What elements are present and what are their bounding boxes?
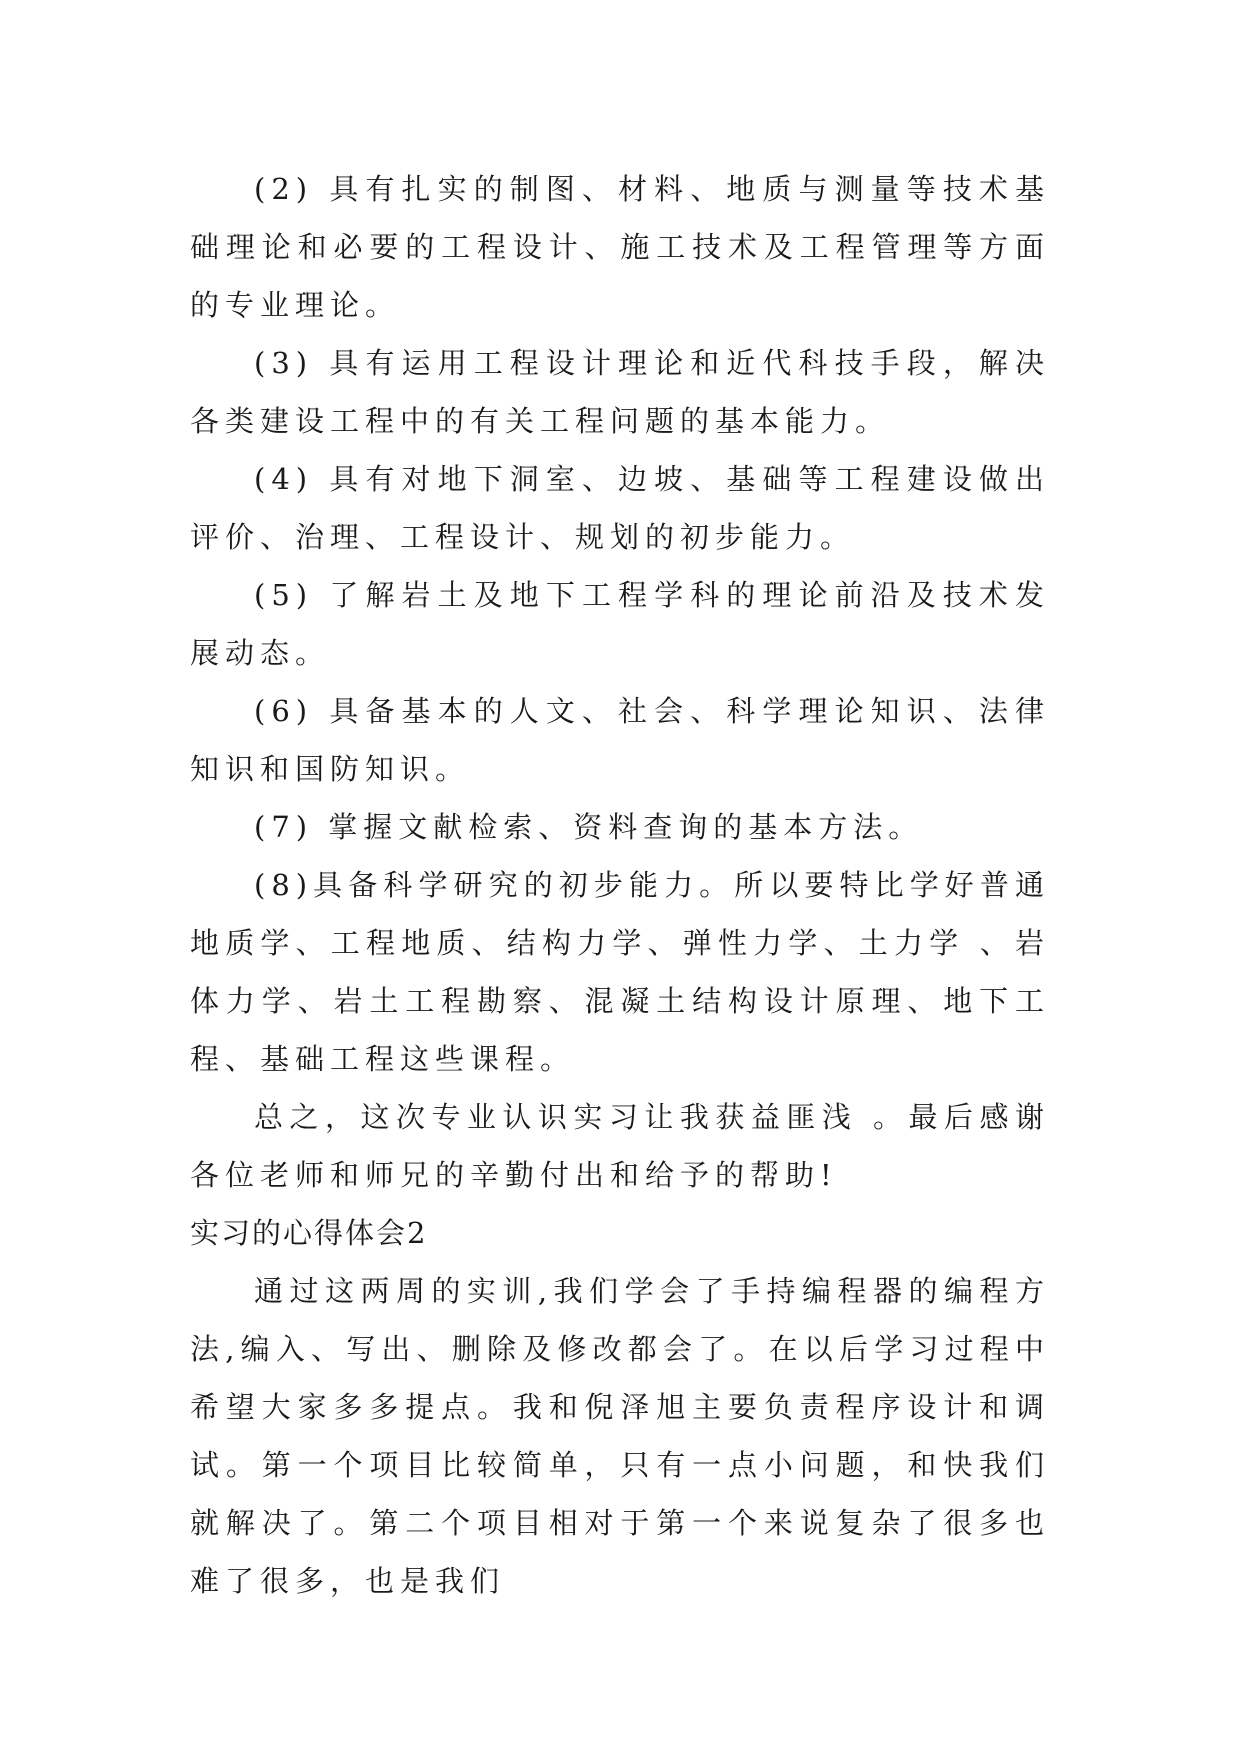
document-body	[190, 160, 1050, 1610]
paragraph-body: 通过这两周的实训,我们学会了手持编程器的编程方法,编入、写出、删除及修改都会了。在以后学习过程中希望大家多多提点。我和倪泽旭主要负责程序设计和调试。第一个项目比较简单，只有一点小问题，和快我们就解决了。第二个项目相对于第一个来说复杂了很多也难了很多，也是我们	[190, 1274, 1050, 1598]
paragraph-item-8: (8)具备科学研究的初步能力。所以要特比学好普通地质学、工程地质、结构力学、弹性力学、土力学 、岩体力学、岩土工程勘察、混凝土结构设计原理、地下工程、基础工程这些课程。	[190, 868, 1050, 1076]
paragraph-item-2: (2) 具有扎实的制图、材料、地质与测量等技术基础理论和必要的工程设计、施工技术及工程管理等方面的专业理论。	[190, 172, 1050, 322]
paragraph-item-4: (4) 具有对地下洞室、边坡、基础等工程建设做出评价、治理、工程设计、规划的初步能力。	[190, 462, 1050, 554]
section-heading: 实习的心得体会2	[190, 1216, 428, 1250]
paragraph-item-3: (3) 具有运用工程设计理论和近代科技手段，解决各类建设工程中的有关工程问题的基本能力。	[190, 346, 1050, 438]
paragraph-item-5: (5) 了解岩土及地下工程学科的理论前沿及技术发展动态。	[190, 578, 1050, 670]
paragraph-item-7: (7) 掌握文献检索、资料查询的基本方法。	[254, 810, 924, 844]
paragraph-summary: 总之，这次专业认识实习让我获益匪浅 。最后感谢各位老师和师兄的辛勤付出和给予的帮助!	[190, 1100, 1050, 1192]
paragraph-item-6: (6) 具备基本的人文、社会、科学理论知识、法律知识和国防知识。	[190, 694, 1050, 786]
